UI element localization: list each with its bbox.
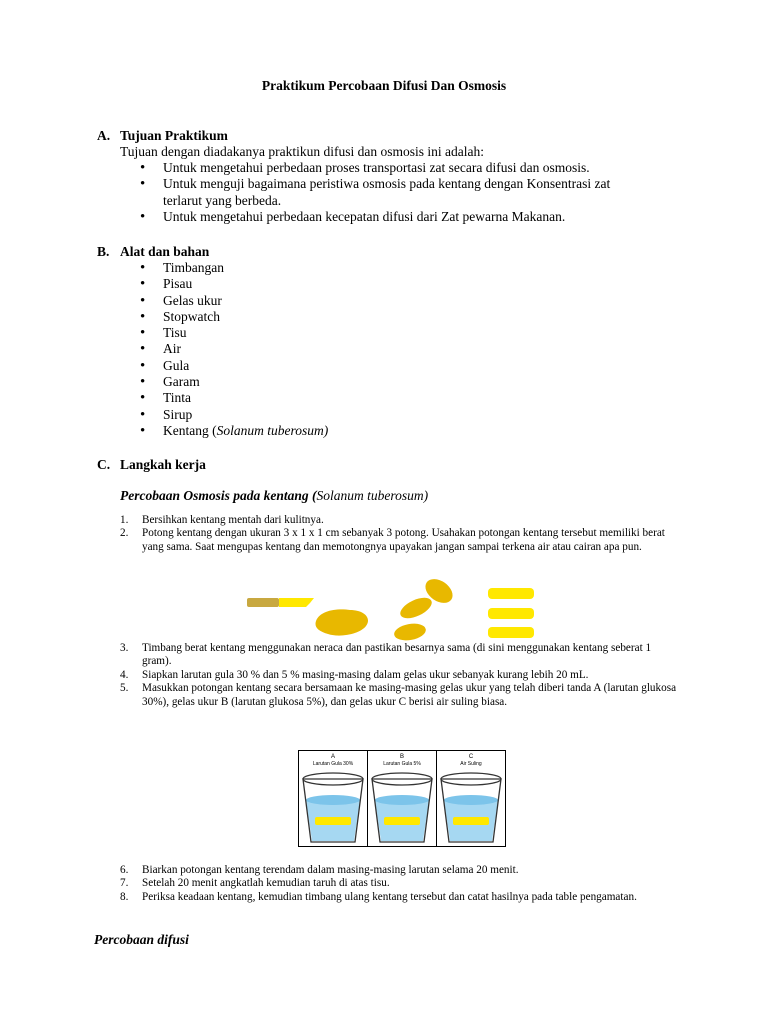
section-letter: A. [97,128,111,143]
list-item: • Pisau [140,276,677,292]
steps-list-3 [120,864,680,904]
step-text: Biarkan potongan kentang terendam dalam masing-masing larutan selama 20 menit. [142,864,519,876]
step-item [120,682,680,709]
subtitle-text: Percobaan Osmosis pada kentang ( [120,488,317,503]
section-title: Langkah kerja [120,457,206,472]
list-item: • Gelas ukur [140,293,677,309]
glass-label: B [399,754,405,760]
item-text: Kentang ( [163,422,217,438]
difusi-heading: Percobaan difusi [94,932,189,947]
steps-list-2 [120,642,680,709]
step-item [120,891,680,904]
potato-piece [453,817,489,825]
alat-bahan-list [97,260,677,439]
list-item: • Untuk mengetahui perbedaan proses transportasi zat secara difusi dan osmosis. [140,160,640,176]
potato-whole [316,609,369,635]
list-item: • Stopwatch [140,309,677,325]
water-surface [306,795,360,805]
potato-slice [393,621,427,642]
step-number: 5. [120,682,129,695]
tujuan-list [97,160,640,225]
section-title: Alat dan bahan [120,244,210,259]
step-item [120,864,680,877]
list-item: • Gula [140,358,677,374]
section-title: Tujuan Praktikum [120,128,228,143]
step-number: 6. [120,864,129,876]
list-item: • Sirup [140,407,677,423]
species-name: Solanum tuberosum) [216,422,329,438]
glass-caption: Air Suling [460,761,482,767]
list-item: • Untuk mengetahui perbedaan kecepatan difusi dari Zat pewarna Makanan. [140,209,640,225]
step-text: Periksa keadaan kentang, kemudian timbang ulang kentang tersebut dan catat hasilnya pada table pengamatan. [142,890,637,903]
section-tujuan [97,128,677,225]
step-text: Setelah 20 menit angkatlah kemudian taruh di atas tisu. [142,877,390,890]
section-alat-bahan [97,244,677,439]
step-number: 7. [120,877,129,890]
section-heading [97,128,677,144]
species-name: Solanum tuberosum) [316,488,429,503]
glass-caption: Larutan Gula 5% [383,761,421,767]
step-item [120,514,680,527]
step-item [120,877,680,890]
list-item: • Untuk menguji bagaimana peristiwa osmosis pada kentang dengan Konsentrasi zat terlarut yang berbeda. [140,176,640,209]
step-number: 4. [120,668,129,681]
page-title: Praktikum Percobaan Difusi Dan Osmosis [261,78,507,93]
potato-strip [488,588,534,599]
glass-label: A [330,754,336,760]
section-langkah-kerja [97,457,677,473]
step-text: Siapkan larutan gula 30 % dan 5 % masing-masing dalam gelas ukur sebanyak kurang lebih 20 mL. [142,668,589,681]
list-item: • Garam [140,374,677,390]
step-text: Timbang berat kentang menggunakan neraca dan pastikan besarnya sama (di sini menggunakan kentang seberat 1 gram). [142,642,652,668]
step-text: Bersihkan kentang mentah dari kulitnya. [142,514,324,526]
glass-caption: Larutan Gula 30% [312,761,354,767]
glass-label: C [468,754,474,760]
step-number: 2. [120,527,129,540]
steps-list-1 [120,514,680,554]
section-heading [97,244,677,260]
step-number: 8. [120,890,129,903]
list-item: • Tisu [140,325,677,341]
potato-slice [397,594,435,623]
step-text: Masukkan potongan kentang secara bersamaan ke masing-masing gelas ukur yang telah diberi tanda A (larutan glukosa 30%), gelas ukur B (larutan glukosa 5%), dan gelas ukur C berisi air suling biasa. [142,682,677,708]
step-number: 3. [120,642,129,654]
section-letter: B. [97,244,110,259]
section-intro: Tujuan dengan diadakanya praktikun difusi dan osmosis ini adalah: [120,144,484,159]
list-item: • Tinta [140,390,677,406]
step-item [120,669,680,682]
list-item: • Timbangan [140,260,677,276]
list-item [140,423,677,439]
osmosis-subtitle [120,488,428,504]
section-heading [97,457,677,473]
potato-piece [315,817,351,825]
step-number: 1. [120,514,129,526]
potato-piece [384,817,420,825]
water-surface [375,795,429,805]
potato-cutting-figure [240,574,550,646]
step-item [120,642,680,669]
potato-strip [488,608,534,619]
section-letter: C. [97,457,111,472]
list-item: • Air [140,341,677,357]
potato-strip [488,627,534,638]
knife-handle [247,598,279,607]
water-surface [444,795,498,805]
knife-blade [279,598,314,607]
glasses-figure [298,750,506,848]
step-text: Potong kentang dengan ukuran 3 x 1 x 1 cm sebanyak 3 potong. Usahakan potongan kentang tersebut memiliki berat yang sama. Saat mengupas kentang dan memotongnya upayakan jangan sampai terkena air atau cairan apa pun. [142,527,665,553]
step-item [120,527,680,554]
